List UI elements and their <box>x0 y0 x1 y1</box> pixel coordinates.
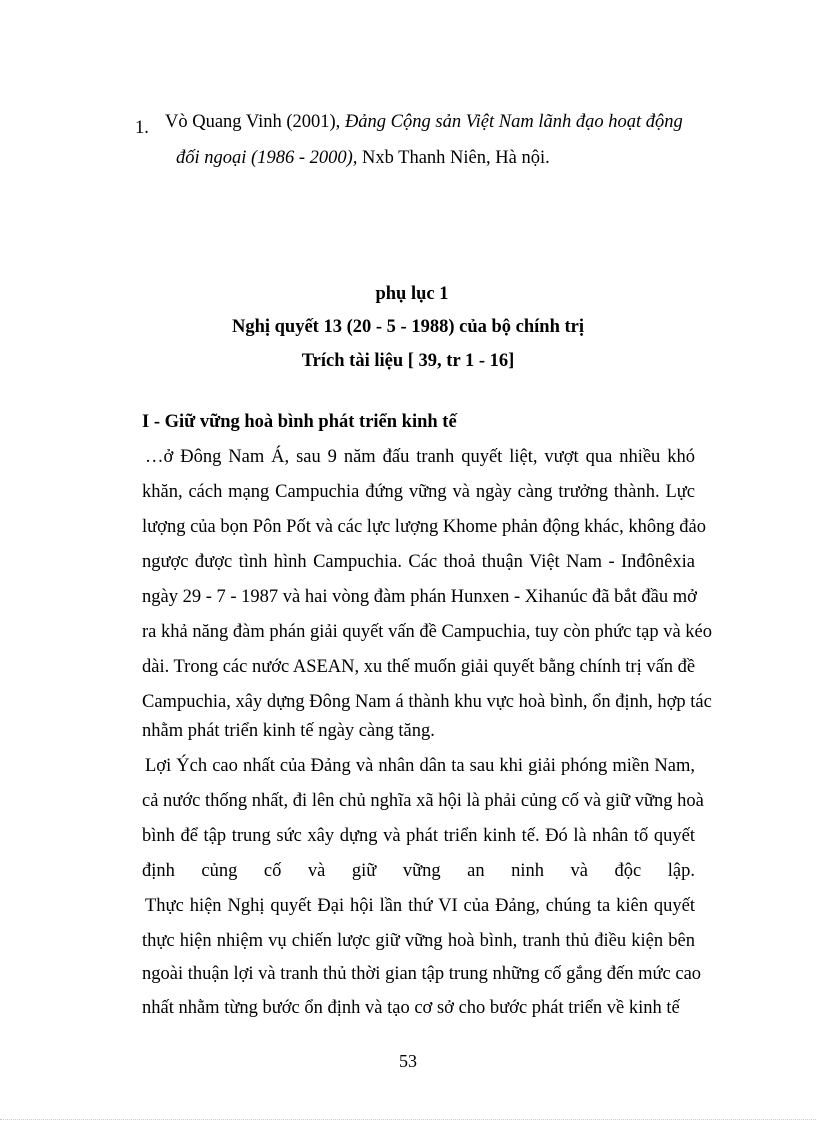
reference-publisher: Nxb Thanh Niên, Hà nội. <box>357 148 550 168</box>
body-line: định củng cố và giữ vững an ninh và độc lập. <box>142 861 695 881</box>
appendix-source: Trích tài liệu [ 39, tr 1 - 16] <box>301 351 515 371</box>
body-line: Thực hiện Nghị quyết Đại hội lần thứ VI của Đảng, chúng ta kiên quyết <box>145 896 695 916</box>
body-line: ngoài thuận lợi và tranh thủ thời gian tập trung những cố gắng đến mức cao <box>142 964 702 984</box>
appendix-title: phụ lục 1 <box>375 284 449 304</box>
body-line: …ở Đông Nam Á, sau 9 năm đấu tranh quyết liệt, vượt qua nhiều khó <box>145 447 695 467</box>
body-line: Lợi Ých cao nhất của Đảng và nhân dân ta sau khi giải phóng miền Nam, <box>145 756 695 776</box>
body-line: Campuchia, xây dựng Đông Nam á thành khu vực hoà bình, ổn định, hợp tác <box>142 692 712 712</box>
body-line: bình để tập trung sức xây dựng và phát triển kinh tế. Đó là nhân tố quyết <box>142 826 695 846</box>
body-line: nhằm phát triển kinh tế ngày càng tăng. <box>142 721 435 741</box>
reference-title-line2: đối ngoại (1986 - 2000), <box>176 148 358 168</box>
page-number: 53 <box>399 1051 417 1071</box>
body-line: ngược được tình hình Campuchia. Các thoả thuận Việt Nam - Inđônêxia <box>142 552 695 572</box>
appendix-subtitle: Nghị quyết 13 (20 - 5 - 1988) của bộ chính trị <box>231 317 585 337</box>
body-line: nhất nhằm từng bước ổn định và tạo cơ sở cho bước phát triển về kinh tế <box>142 998 680 1018</box>
page-bottom-divider <box>0 1119 816 1120</box>
body-line: lượng của bọn Pôn Pốt và các lực lượng Khome phản động khác, không đảo <box>142 517 706 537</box>
body-line: ngày 29 - 7 - 1987 và hai vòng đàm phán Hunxen - Xihanúc đã bắt đầu mở <box>142 587 697 607</box>
body-line: dài. Trong các nước ASEAN, xu thế muốn giải quyết bằng chính trị vấn đề <box>142 657 696 677</box>
reference-number: 1. <box>135 118 149 138</box>
body-line: ra khả năng đàm phán giải quyết vấn đề Campuchia, tuy còn phức tạp và kéo <box>142 622 712 642</box>
reference-title-line1: Đảng Cộng sản Việt Nam lãnh đạo hoạt động <box>344 112 683 132</box>
body-line: khăn, cách mạng Campuchia đứng vững và ngày càng trưởng thành. Lực <box>142 482 695 502</box>
section-heading: I - Giữ vững hoà bình phát triển kinh tế <box>142 412 457 432</box>
body-line: cả nước thống nhất, đi lên chủ nghĩa xã hội là phải củng cố và giữ vững hoà <box>142 791 704 811</box>
body-line: thực hiện nhiệm vụ chiến lược giữ vững hoà bình, tranh thủ điều kiện bên <box>142 931 695 951</box>
reference-author: Vò Quang Vinh (2001), <box>165 112 345 132</box>
